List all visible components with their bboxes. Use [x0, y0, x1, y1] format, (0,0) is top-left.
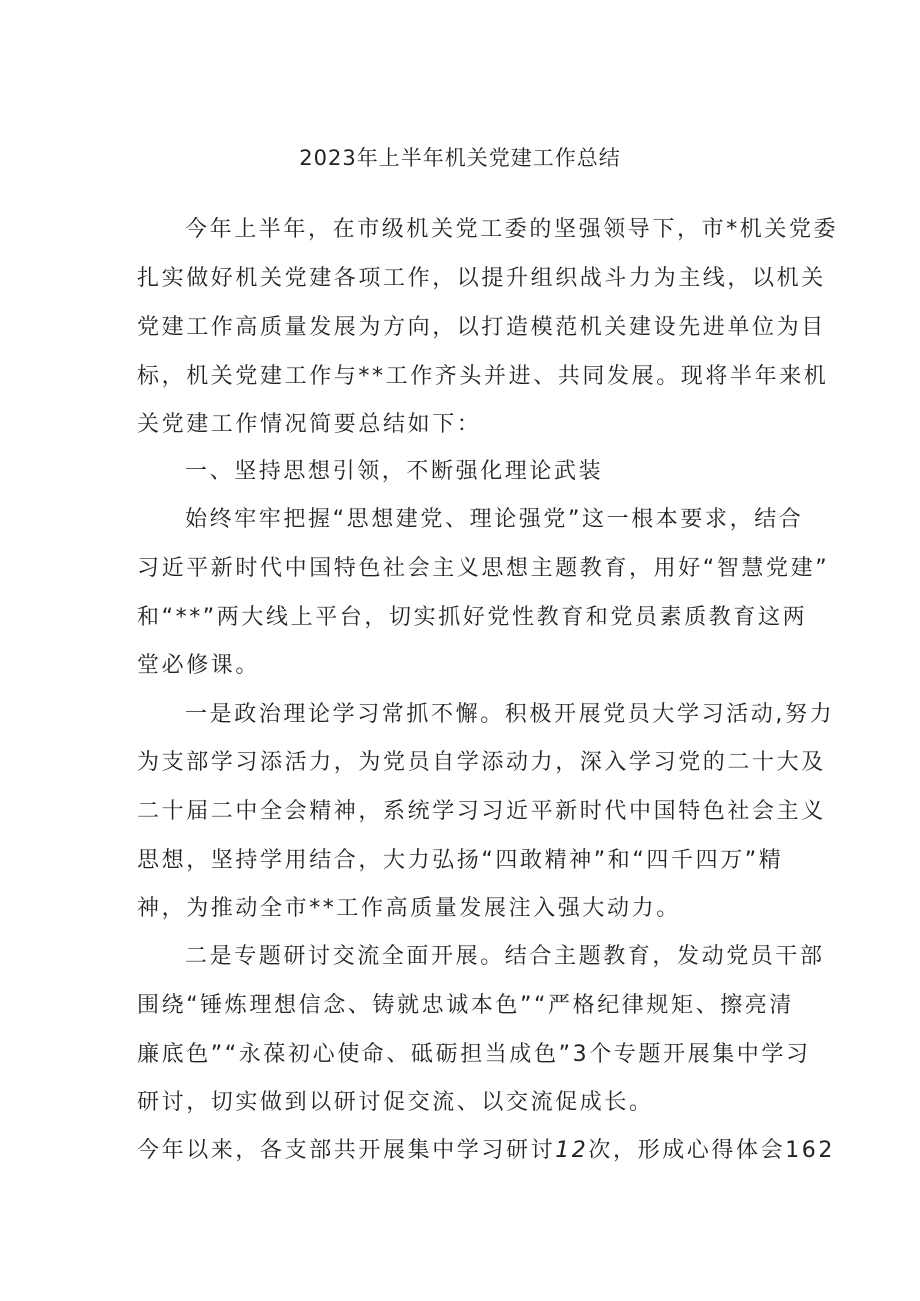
line-text-after: 次，形成心得体会162	[588, 1138, 835, 1163]
paragraph-line: 为支部学习添活力，为党员自学添动力，深入学习党的二十大及	[137, 750, 826, 775]
paragraph-line: 二十届二中全会精神，系统学习习近平新时代中国特色社会主义	[137, 799, 826, 824]
paragraph-line: 堂必修课。	[137, 653, 261, 678]
paragraph-line: 廉底色”“永葆初心使命、砥砺担当成色”3个专题开展集中学习	[137, 1042, 811, 1067]
paragraph-line: 二是专题研讨交流全面开展。结合主题教育，发动党员干部	[185, 944, 825, 969]
paragraph-line: 和“**”两大线上平台，切实抓好党性教育和党员素质教育这两	[137, 605, 808, 630]
paragraph-line: 党建工作高质量发展为方向，以打造模范机关建设先进单位为目	[137, 315, 826, 340]
paragraph-line: 神，为推动全市**工作高质量发展注入强大动力。	[137, 896, 681, 921]
paragraph-line: 围绕“锤炼理想信念、铸就忠诚本色”“严格纪律规矩、擦亮清	[137, 993, 794, 1018]
paragraph-line: 今年上半年，在市级机关党工委的坚强领导下，市*机关党委	[185, 217, 839, 242]
paragraph-line: 标，机关党建工作与**工作齐头并进、共同发展。现将半年来机	[137, 364, 829, 389]
line-text-before: 今年以来，各支部共开展集中学习研讨	[137, 1138, 556, 1163]
study-session-count: 12	[555, 1138, 589, 1163]
paragraph-line: 始终牢牢把握“思想建党、理论强党”这一根本要求，结合	[185, 507, 804, 532]
paragraph-line: 习近平新时代中国特色社会主义思想主题教育，用好“智慧党建”	[137, 556, 830, 581]
section-heading: 一、坚持思想引领，不断强化理论武装	[185, 459, 604, 484]
paragraph-line: 一是政治理论学习常抓不懈。积极开展党员大学习活动,努力	[185, 702, 835, 727]
paragraph-line: 扎实做好机关党建各项工作，以提升组织战斗力为主线，以机关	[137, 266, 826, 291]
paragraph-line: 思想，坚持学用结合，大力弘扬“四敢精神”和“四千四万”精	[137, 848, 784, 873]
paragraph-line: 研讨，切实做到以研讨促交流、以交流促成长。	[137, 1090, 654, 1115]
paragraph-line	[137, 1136, 835, 1166]
document-title: 2023年上半年机关党建工作总结	[299, 146, 621, 170]
paragraph-line: 关党建工作情况简要总结如下：	[137, 412, 482, 437]
